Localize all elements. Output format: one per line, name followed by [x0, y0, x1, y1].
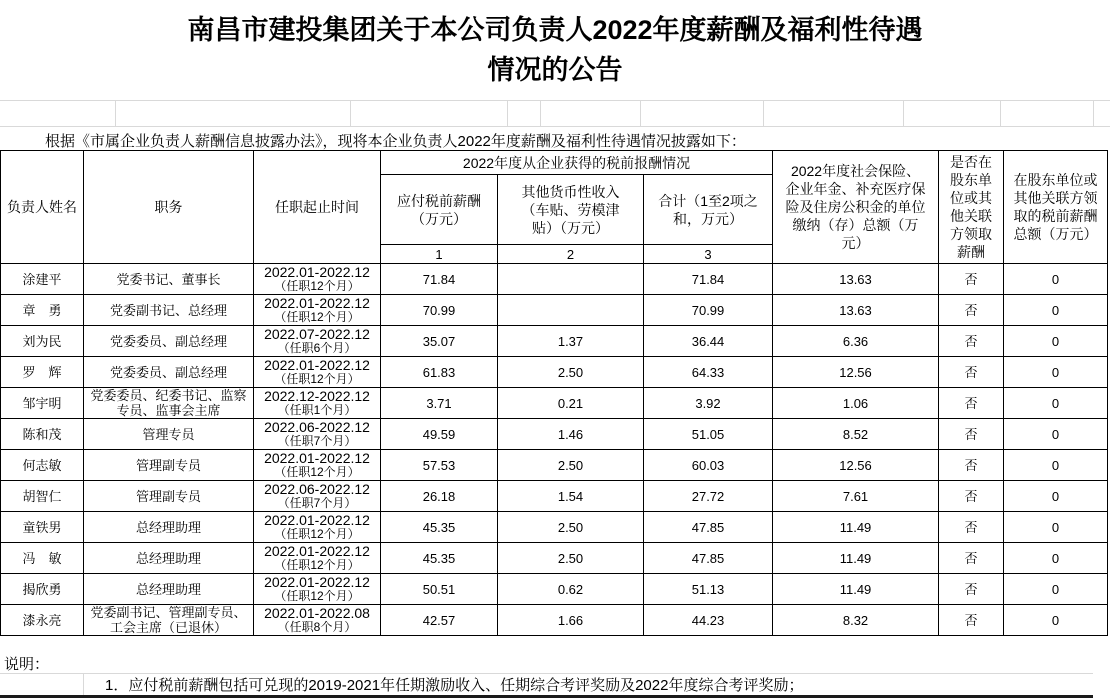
grid-line: [640, 101, 641, 126]
cell-other-income: 2.50: [498, 543, 644, 574]
grid-line: [903, 101, 904, 126]
term-dates: 2022.12-2022.12: [264, 388, 370, 404]
term-months: （任职12个月）: [274, 465, 360, 479]
cell-total: 64.33: [644, 357, 773, 388]
cell-other-income: 0.21: [498, 388, 644, 419]
term-dates: 2022.01-2022.12: [264, 295, 370, 311]
cell-pretax-salary: 35.07: [381, 326, 498, 357]
grid-line: [1000, 101, 1001, 126]
cell-insurance: 12.56: [773, 450, 939, 481]
cell-name: 罗 辉: [1, 357, 84, 388]
cell-position: 党委委员、副总经理: [84, 326, 254, 357]
term-dates: 2022.07-2022.12: [264, 326, 370, 342]
grid-line: [1093, 101, 1094, 126]
header-position: 职务: [84, 151, 254, 264]
cell-pretax-salary: 45.35: [381, 512, 498, 543]
cell-position: 管理副专员: [84, 481, 254, 512]
cell-insurance: 1.06: [773, 388, 939, 419]
grid-line: [763, 101, 764, 126]
column-number-1: 1: [381, 245, 498, 264]
term-dates: 2022.01-2022.12: [264, 357, 370, 373]
cell-name: 胡智仁: [1, 481, 84, 512]
table-row: [1, 574, 1108, 605]
cell-name: 涂建平: [1, 264, 84, 295]
term-dates: 2022.06-2022.12: [264, 481, 370, 497]
header-pretax-salary: 应付税前薪酬（万元）: [381, 175, 498, 245]
cell-total: 44.23: [644, 605, 773, 636]
cell-name: 漆永亮: [1, 605, 84, 636]
term-months: （任职12个月）: [274, 527, 360, 541]
cell-total: 51.05: [644, 419, 773, 450]
header-name: 负责人姓名: [1, 151, 84, 264]
cell-total: 3.92: [644, 388, 773, 419]
intro-text: 根据《市属企业负责人薪酬信息披露办法》，现将本企业负责人2022年度薪酬及福利性待遇情况披露如下：: [45, 133, 746, 150]
term-months: （任职1个月）: [277, 403, 357, 417]
cell-term: [254, 543, 381, 574]
cell-shareholder-amount: 0: [1004, 326, 1108, 357]
cell-shareholder-flag: 否: [939, 543, 1004, 574]
cell-pretax-salary: 71.84: [381, 264, 498, 295]
spreadsheet-grid-band: [0, 100, 1110, 127]
cell-other-income: [498, 264, 644, 295]
cell-shareholder-flag: 否: [939, 295, 1004, 326]
term-dates: 2022.01-2022.12: [264, 512, 370, 528]
grid-line: [540, 101, 541, 126]
cell-term: [254, 605, 381, 636]
term-dates: 2022.06-2022.12: [264, 419, 370, 435]
table-row: [1, 605, 1108, 636]
cell-position: 党委副书记、总经理: [84, 295, 254, 326]
cell-insurance: 11.49: [773, 512, 939, 543]
term-months: （任职12个月）: [274, 589, 360, 603]
cell-term: [254, 574, 381, 605]
table-row: [1, 264, 1108, 295]
cell-other-income: 0.62: [498, 574, 644, 605]
bottom-border-line: [0, 695, 1093, 698]
cell-pretax-salary: 45.35: [381, 543, 498, 574]
cell-term: [254, 295, 381, 326]
cell-other-income: 1.37: [498, 326, 644, 357]
cell-pretax-salary: 26.18: [381, 481, 498, 512]
term-dates: 2022.01-2022.12: [264, 264, 370, 280]
cell-name: 陈和茂: [1, 419, 84, 450]
cell-pretax-salary: 70.99: [381, 295, 498, 326]
cell-shareholder-amount: 0: [1004, 543, 1108, 574]
term-months: （任职7个月）: [277, 434, 357, 448]
cell-insurance: 12.56: [773, 357, 939, 388]
header-total: 合计（1至2项之和，万元）: [644, 175, 773, 245]
cell-other-income: 2.50: [498, 450, 644, 481]
header-other-income: 其他货币性收入（车贴、劳模津贴）（万元）: [498, 175, 644, 245]
cell-name: 章 勇: [1, 295, 84, 326]
term-months: （任职12个月）: [274, 372, 360, 386]
notes-grid-line-vertical: [83, 673, 84, 695]
cell-term: [254, 357, 381, 388]
cell-position: 总经理助理: [84, 512, 254, 543]
cell-shareholder-amount: 0: [1004, 264, 1108, 295]
cell-shareholder-amount: 0: [1004, 605, 1108, 636]
cell-shareholder-flag: 否: [939, 357, 1004, 388]
header-insurance: 2022年度社会保险、企业年金、补充医疗保险及住房公积金的单位缴纳（存）总额（万元）: [773, 151, 939, 264]
cell-total: 70.99: [644, 295, 773, 326]
table-row: [1, 295, 1108, 326]
cell-other-income: [498, 295, 644, 326]
cell-position: 党委书记、董事长: [84, 264, 254, 295]
notes-label: 说明：: [4, 656, 50, 673]
cell-name: 童铁男: [1, 512, 84, 543]
column-number-3: 3: [644, 245, 773, 264]
cell-total: 47.85: [644, 512, 773, 543]
header-shareholder-amount: 在股东单位或其他关联方领取的税前薪酬总额（万元）: [1004, 151, 1108, 264]
cell-position: 总经理助理: [84, 543, 254, 574]
cell-shareholder-amount: 0: [1004, 450, 1108, 481]
cell-position: 党委委员、副总经理: [84, 357, 254, 388]
cell-shareholder-flag: 否: [939, 326, 1004, 357]
header-income-group: 2022年度从企业获得的税前报酬情况: [381, 151, 773, 175]
cell-shareholder-flag: 否: [939, 450, 1004, 481]
term-dates: 2022.01-2022.12: [264, 450, 370, 466]
cell-pretax-salary: 50.51: [381, 574, 498, 605]
cell-insurance: 6.36: [773, 326, 939, 357]
page-title: 南昌市建投集团关于本公司负责人2022年度薪酬及福利性待遇情况的公告: [187, 15, 923, 85]
grid-line: [507, 101, 508, 126]
cell-pretax-salary: 3.71: [381, 388, 498, 419]
term-months: （任职8个月）: [277, 620, 357, 634]
term-dates: 2022.01-2022.08: [264, 605, 370, 621]
table-row: [1, 419, 1108, 450]
cell-position: 管理副专员: [84, 450, 254, 481]
cell-shareholder-amount: 0: [1004, 388, 1108, 419]
table-row: [1, 512, 1108, 543]
cell-name: 邹宇明: [1, 388, 84, 419]
term-dates: 2022.01-2022.12: [264, 543, 370, 559]
term-months: （任职12个月）: [274, 279, 360, 293]
table-row: [1, 357, 1108, 388]
cell-term: [254, 326, 381, 357]
table-row: [1, 388, 1108, 419]
cell-shareholder-flag: 否: [939, 388, 1004, 419]
cell-total: 36.44: [644, 326, 773, 357]
cell-insurance: 7.61: [773, 481, 939, 512]
cell-total: 60.03: [644, 450, 773, 481]
cell-term: [254, 264, 381, 295]
cell-other-income: 2.50: [498, 512, 644, 543]
cell-shareholder-amount: 0: [1004, 295, 1108, 326]
cell-name: 刘为民: [1, 326, 84, 357]
notes-grid-line: [0, 673, 1093, 674]
cell-position: 党委委员、纪委书记、监察专员、监事会主席: [84, 388, 254, 419]
cell-position: 管理专员: [84, 419, 254, 450]
cell-name: 何志敏: [1, 450, 84, 481]
cell-insurance: 11.49: [773, 574, 939, 605]
cell-term: [254, 450, 381, 481]
cell-shareholder-amount: 0: [1004, 481, 1108, 512]
grid-line: [350, 101, 351, 126]
cell-position: 总经理助理: [84, 574, 254, 605]
term-dates: 2022.01-2022.12: [264, 574, 370, 590]
salary-table: [0, 150, 1108, 636]
column-number-2: 2: [498, 245, 644, 264]
cell-insurance: 13.63: [773, 295, 939, 326]
cell-insurance: 11.49: [773, 543, 939, 574]
cell-shareholder-flag: 否: [939, 481, 1004, 512]
header-term: 任职起止时间: [254, 151, 381, 264]
cell-pretax-salary: 57.53: [381, 450, 498, 481]
cell-shareholder-amount: 0: [1004, 357, 1108, 388]
cell-pretax-salary: 61.83: [381, 357, 498, 388]
term-months: （任职6个月）: [277, 341, 357, 355]
table-row: [1, 450, 1108, 481]
cell-term: [254, 512, 381, 543]
cell-pretax-salary: 42.57: [381, 605, 498, 636]
cell-shareholder-amount: 0: [1004, 419, 1108, 450]
grid-line: [115, 101, 116, 126]
cell-shareholder-flag: 否: [939, 605, 1004, 636]
table-row: [1, 543, 1108, 574]
cell-term: [254, 481, 381, 512]
cell-insurance: 8.52: [773, 419, 939, 450]
cell-total: 47.85: [644, 543, 773, 574]
term-months: （任职12个月）: [274, 558, 360, 572]
cell-term: [254, 388, 381, 419]
cell-name: 冯 敏: [1, 543, 84, 574]
cell-total: 51.13: [644, 574, 773, 605]
cell-other-income: 1.54: [498, 481, 644, 512]
table-row: [1, 326, 1108, 357]
header-shareholder-flag: 是否在股东单位或其他关联方领取薪酬: [939, 151, 1004, 264]
cell-insurance: 8.32: [773, 605, 939, 636]
cell-total: 71.84: [644, 264, 773, 295]
cell-term: [254, 419, 381, 450]
note-item-1: 1．应付税前薪酬包括可兑现的2019-2021年任期激励收入、任期综合考评奖励及2022年度综合考评奖励；: [105, 677, 804, 694]
cell-shareholder-amount: 0: [1004, 512, 1108, 543]
cell-shareholder-amount: 0: [1004, 574, 1108, 605]
cell-position: 党委副书记、管理副专员、工会主席（已退休）: [84, 605, 254, 636]
cell-total: 27.72: [644, 481, 773, 512]
cell-name: 揭欣勇: [1, 574, 84, 605]
table-row: [1, 481, 1108, 512]
cell-shareholder-flag: 否: [939, 419, 1004, 450]
cell-other-income: 1.46: [498, 419, 644, 450]
cell-other-income: 1.66: [498, 605, 644, 636]
cell-shareholder-flag: 否: [939, 574, 1004, 605]
cell-shareholder-flag: 否: [939, 264, 1004, 295]
term-months: （任职12个月）: [274, 310, 360, 324]
cell-shareholder-flag: 否: [939, 512, 1004, 543]
cell-pretax-salary: 49.59: [381, 419, 498, 450]
cell-other-income: 2.50: [498, 357, 644, 388]
cell-insurance: 13.63: [773, 264, 939, 295]
term-months: （任职7个月）: [277, 496, 357, 510]
header-row-group: [1, 151, 1108, 175]
